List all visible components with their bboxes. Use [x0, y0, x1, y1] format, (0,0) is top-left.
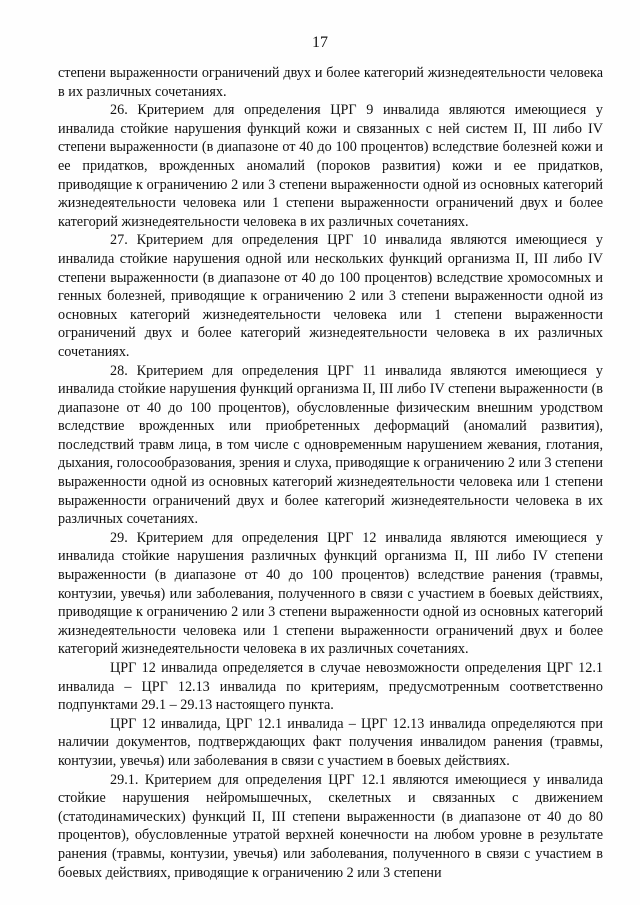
document-body — [58, 64, 603, 882]
paragraph-item-29: 29. Критерием для определения ЦРГ 12 инвалида являются имеющиеся у инвалида стойкие нарушения различных функций организма II, III либо IV степени выраженности (в диапазоне от 40 до 100 процентов) вследствие ранения (травмы, контузии, увечья) или заболевания, полученного в связи с участием в боевых действиях, приводящие к ограничению 2 или 3 степени выраженности одной из основных категорий жизнедеятельности человека или 1 степени выраженности ограничений двух и более категорий жизнедеятельности человека в их различных сочетаниях. — [58, 529, 603, 658]
page-number: 17 — [312, 34, 328, 51]
paragraph-item-26: 26. Критерием для определения ЦРГ 9 инвалида являются имеющиеся у инвалида стойкие нарушения функций кожи и связанных с ней систем II, III либо IV степени выраженности (в диапазоне от 40 до 100 процентов) вследствие болезней кожи и ее придатков, врожденных аномалий (пороков развития) кожи и ее придатков, приводящие к ограничению 2 или 3 степени выраженности одной из основных категорий жизнедеятельности человека или 1 степени выраженности ограничений двух и более категорий жизнедеятельности человека в их различных сочетаниях. — [58, 102, 603, 230]
paragraph-continuation: степени выраженности ограничений двух и более категорий жизнедеятельности человека в их различных сочетаниях. — [58, 65, 603, 100]
paragraph-item-27: 27. Критерием для определения ЦРГ 10 инвалида являются имеющиеся у инвалида стойкие нарушения одной или нескольких функций организма II, III либо IV степени выраженности (в диапазоне от 40 до 100 процентов) вследствие хромосомных и генных болезней, приводящие к ограничению 2 или 3 степени выраженности одной из основных категорий жизнедеятельности человека или 1 степени выраженности ограничений двух и более категорий жизнедеятельности человека в их различных сочетаниях. — [58, 232, 603, 360]
paragraph-crg12-documents: ЦРГ 12 инвалида, ЦРГ 12.1 инвалида – ЦРГ 12.13 инвалида определяются при наличии документов, подтверждающих факт получения инвалидом ранения (травмы, контузии, увечья) или заболевания в связи с участием в боевых действиях. — [58, 715, 603, 769]
paragraph-crg12-condition: ЦРГ 12 инвалида определяется в случае невозможности определения ЦРГ 12.1 инвалида – ЦРГ 12.13 инвалида по критериям, предусмотренным соответственно подпунктами 29.1 – 29.13 настоящего пункта. — [58, 660, 603, 714]
paragraph-item-28: 28. Критерием для определения ЦРГ 11 инвалида являются имеющиеся у инвалида стойкие нарушения функций организма II, III либо IV степени выраженности (в диапазоне от 40 до 100 процентов), обусловленные физическим внешним уродством вследствие врожденных или приобретенных деформаций (аномалий развития), последствий травм лица, в том числе с одновременным нарушением жевания, глотания, дыхания, голосообразования, зрения и слуха, приводящие к ограничению 2 или 3 степени выраженности одной из основных категорий жизнедеятельности человека или 1 степени выраженности ограничений двух и более категорий жизнедеятельности человека в их различных сочетаниях. — [58, 362, 603, 528]
paragraph-item-29-1: 29.1. Критерием для определения ЦРГ 12.1 являются имеющиеся у инвалида стойкие нарушения нейромышечных, скелетных и связанных с движением (статодинамических) функций II, III степени выраженности (в диапазоне от 40 до 80 процентов), обусловленные утратой верхней конечности на любом уровне в результате ранения (травмы, контузии, увечья) или заболевания, полученного в связи с участием в боевых действиях, приводящие к ограничению 2 или 3 степени — [58, 771, 603, 881]
